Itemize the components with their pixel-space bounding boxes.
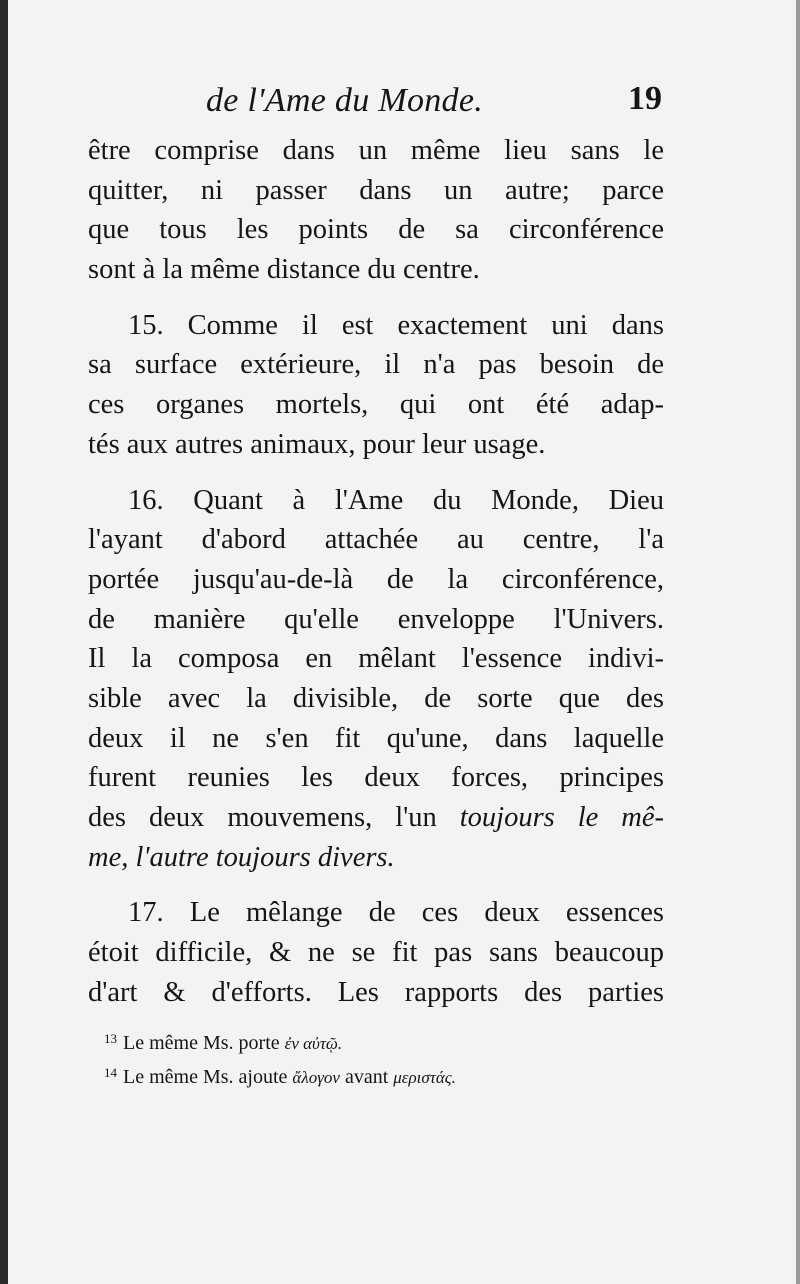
footnote-greek: μεριστάς. xyxy=(393,1068,456,1087)
text-line: quitter, ni passer dans un autre; parce xyxy=(88,174,664,206)
body-text xyxy=(88,131,664,1012)
text-line: deux il ne s'en fit qu'une, dans laquelle xyxy=(88,722,664,754)
footnote-13 xyxy=(104,1024,624,1058)
text-line: ces organes mortels, qui ont été adap- xyxy=(88,389,664,421)
footnote-greek: ἐν αὐτῷ. xyxy=(284,1034,343,1053)
text-line: l'ayant d'abord attachée au centre, l'a xyxy=(88,524,664,556)
running-title: de l'Ame du Monde. xyxy=(206,82,484,119)
footnote-mark: 14 xyxy=(104,1065,117,1080)
text-line: être comprise dans un même lieu sans le xyxy=(88,135,664,166)
footnotes xyxy=(104,1024,624,1092)
text-line: sont à la même distance du centre. xyxy=(88,254,480,286)
text-line xyxy=(88,838,664,878)
paragraph-17-start: 17. Le mêlange de ces deux essences xyxy=(128,897,664,929)
text-line: de manière qu'elle enveloppe l'Univers. xyxy=(88,603,664,635)
text-line-italic: me, l'autre xyxy=(88,841,209,873)
page-outer-edge xyxy=(796,0,800,1284)
footnote-text: Le même Ms. ajoute xyxy=(123,1066,288,1088)
text-line: sible avec la divisible, de sorte que des xyxy=(88,682,664,714)
text-line: sa surface extérieure, il n'a pas besoin de xyxy=(88,349,664,381)
running-head xyxy=(88,78,664,124)
paragraph-16-start: 16. Quant à l'Ame du Monde, Dieu xyxy=(128,484,664,516)
text-line-italic: toujours le mê- xyxy=(459,802,665,833)
text-line: que tous les points de sa circonférence xyxy=(88,214,664,246)
page-binding-edge xyxy=(0,0,8,1284)
footnote-text: Le même Ms. porte xyxy=(123,1032,280,1054)
footnote-mark: 13 xyxy=(104,1031,117,1046)
text-line: Il la composa en mêlant l'essence indivi- xyxy=(88,643,664,675)
text-line: étoit difficile, & ne se fit pas sans beaucoup xyxy=(88,937,664,969)
text-line-italic: toujours divers. xyxy=(215,841,395,873)
footnote-greek: ἄλογον xyxy=(292,1068,340,1087)
paragraph-15-start: 15. Comme il est exactement uni dans xyxy=(128,309,664,341)
text-line xyxy=(88,798,664,838)
text-line: tés aux autres animaux, pour leur usage. xyxy=(88,428,546,460)
text-line: furent reunies les deux forces, principes xyxy=(88,762,664,794)
text-line: portée jusqu'au-de-là de la circonférence, xyxy=(88,563,664,595)
text-line-roman: des deux mouvemens, l'un xyxy=(88,802,437,833)
text-line: d'art & d'efforts. Les rapports des parties xyxy=(88,976,664,1008)
page-number: 19 xyxy=(628,80,662,117)
footnote-14 xyxy=(104,1058,624,1092)
footnote-text: avant xyxy=(344,1066,389,1088)
